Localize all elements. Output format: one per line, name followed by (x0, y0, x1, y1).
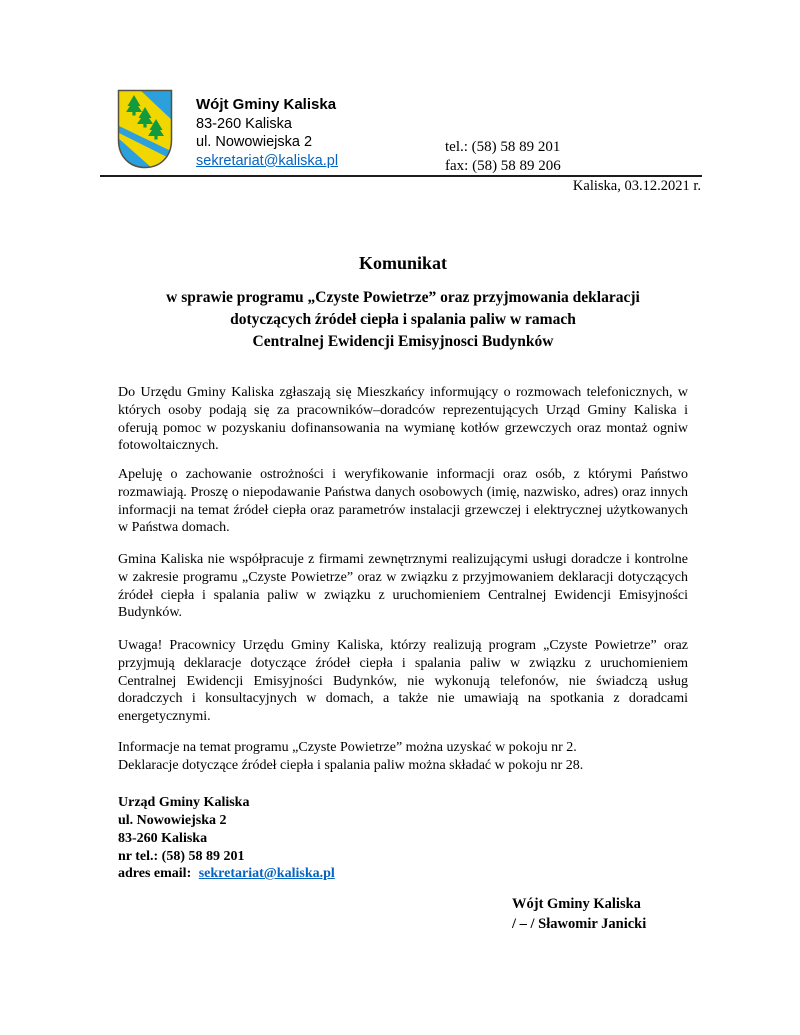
office-contact-block (118, 794, 688, 883)
subtitle-line: Centralnej Ewidencji Emisyjnosci Budynków (252, 333, 554, 350)
info-block (118, 739, 688, 775)
signature-name: / – / Sławomir Janicki (512, 916, 647, 932)
coat-of-arms-icon (117, 89, 173, 169)
office-name: Urząd Gminy Kaliska (118, 795, 250, 811)
office-tel: nr tel.: (58) 58 89 201 (118, 848, 245, 864)
letterhead-divider (100, 175, 702, 177)
body-paragraph-4: Uwaga! Pracownicy Urzędu Gminy Kaliska, którzy realizują program „Czyste Powietrze” oraz przyjmują deklaracje dotyczące źródeł ciepła i spalania paliw w związku z uruchomieniem Centralnej Ewidencji Emisyjności Budynków, nie wykonują telefonów, nie świadczą usług doradczych i konsultacyjnych w domach, a także nie umawiają na spotkania z doradcami energetycznymi. (118, 638, 688, 724)
document-subtitle (118, 287, 688, 353)
subtitle-line: dotyczących źródeł ciepła i spalania paliw w ramach (230, 311, 576, 328)
office-postal: 83-260 Kaliska (118, 830, 208, 846)
letterhead-telfax-block (445, 138, 561, 176)
office-email-line (118, 865, 688, 883)
signature-role: Wójt Gminy Kaliska (512, 896, 641, 912)
org-name: Wójt Gminy Kaliska (196, 96, 337, 113)
office-street: ul. Nowowiejska 2 (118, 813, 227, 828)
org-postal: 83-260 Kaliska (196, 115, 292, 132)
body-paragraph-1: Do Urzędu Gminy Kaliska zgłaszają się Mieszkańcy informujący o rozmowach telefonicznych, w których osoby podają się za pracowników–doradców reprezentujących Urząd Gminy Kaliska i oferują pomoc w pozyskaniu dofinansowania na wymianę kotłów grzewczych oraz montaż ogniw fotowoltaicznych. (118, 385, 688, 454)
document-title: Komunikat (358, 253, 448, 273)
office-email-label: adres email: (118, 866, 192, 882)
fax-line: fax: (58) 58 89 206 (445, 158, 561, 174)
place-date-line: Kaliska, 03.12.2021 r. (572, 178, 701, 194)
body-paragraph-3: Gmina Kaliska nie współpracuje z firmami zewnętrznymi realizującymi usługi doradcze i kontrolne w zakresie programu „Czyste Powietrze” oraz w związku z przyjmowaniem deklaracji dotyczących źródeł ciepła i spalania paliw w związku z uruchomieniem Centralnej Ewidencji Emisyjności Budynków. (118, 552, 688, 621)
tel-line: tel.: (58) 58 89 201 (445, 139, 561, 155)
info-line-program: Informacje na temat programu „Czyste Powietrze” można uzyskać w pokoju nr 2. (118, 739, 577, 755)
subtitle-line: w sprawie programu „Czyste Powietrze” oraz przyjmowania deklaracji (166, 289, 640, 306)
org-email-link[interactable]: sekretariat@kaliska.pl (196, 152, 339, 169)
body-paragraph-2: Apeluję o zachowanie ostrożności i weryfikowanie informacji oraz osób, z którymi Państwo rozmawiają. Proszę o niepodawanie Państwa danych osobowych (imię, nazwisko, adres) oraz innych informacji na temat źródeł ciepła oraz parametrów instalacji grzewczej i elektrycznej użytkowanych w Państwa domach. (118, 467, 688, 536)
document-body (118, 252, 688, 934)
org-street: ul. Nowowiejska 2 (196, 134, 313, 151)
signature-block (512, 894, 688, 934)
letterhead-org-block (196, 96, 338, 170)
office-email-link[interactable]: sekretariat@kaliska.pl (198, 866, 335, 882)
info-line-declarations: Deklaracje dotyczące źródeł ciepła i spalania paliw można składać w pokoju nr 28. (118, 757, 584, 773)
